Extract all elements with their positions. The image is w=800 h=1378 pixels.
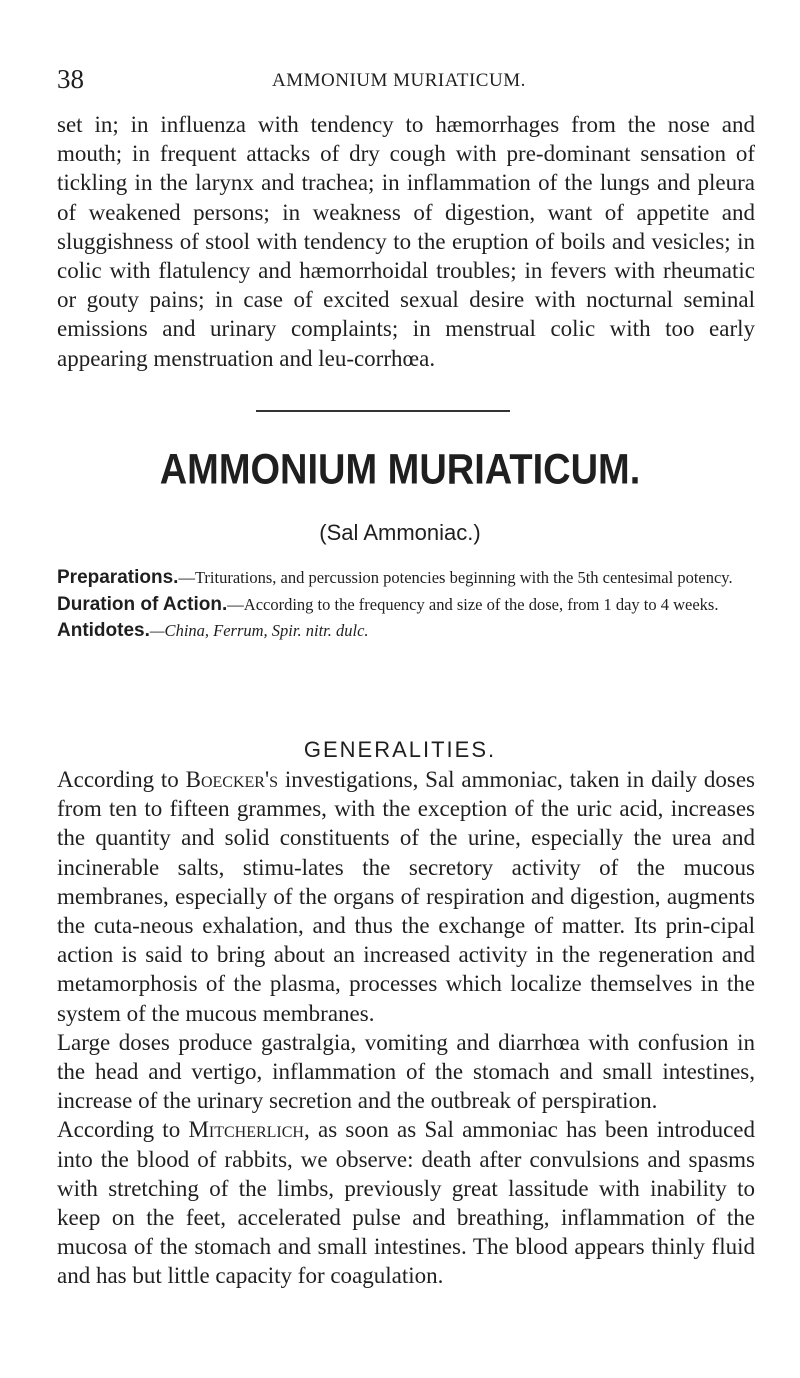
antidotes-label: Antidotes. — [57, 620, 150, 641]
remedy-notes — [57, 567, 755, 647]
section-divider — [256, 410, 510, 412]
running-head — [0, 64, 800, 94]
continuation-paragraph: set in; in influenza with tendency to hæmorrhages from the nose and mouth; in frequent attacks of dry cough with pre-dominant sensation of tickling in the larynx and trachea; in inflammation of the lungs and pleura of weakened persons; in weakness of digestion, want of appetite and sluggishness of stool with tendency to the eruption of boils and vesicles; in colic with flatulency and hæmorrhoidal troubles; in fevers with rheumatic or gouty pains; in case of excited sexual desire with nocturnal seminal emissions and urinary complaints; in menstrual colic with too early appearing menstruation and leu-corrhœa. — [57, 112, 755, 371]
preparations-text: —Triturations, and percussion potencies beginning with the 5th centesimal potency. — [178, 568, 733, 587]
p1-text: investigations, Sal ammoniac, taken in daily doses from ten to fifteen grammes, with the exception of the uric acid, increases the quantity and solid constituents of the urine, especially the urea and incinerable salts, stimu-lates the secretory activity of the mucous membranes, especially of the organs of respiration and digestion, augments the cuta-neous exhalation, and thus the exchange of matter. Its prin-cipal action is said to bring about an increased activity in the regeneration and metamorphosis of the plasma, processes which localize themselves in the system of the mucous membranes. — [57, 767, 755, 1026]
duration-label: Duration of Action. — [57, 593, 228, 615]
p1-author: Boecker's — [185, 767, 278, 792]
p1-lead: According to — [57, 767, 186, 792]
antidotes-note — [57, 620, 755, 643]
duration-note — [57, 594, 755, 617]
p3-lead: According to — [57, 1117, 189, 1143]
generalities-section — [57, 765, 755, 1291]
p3-text: as soon as Sal ammoniac has been introduced into the blood of rabbits, we observe: death after convulsions and spasms with stretching of the limbs, previously great lassitude with inability to keep on the feet, accelerated pulse and breathing, inflammation of the mucosa of the stomach and small intestines. The blood appears thinly fluid and has but little capacity for coagulation. — [57, 1117, 756, 1289]
section-subtitle: (Sal Ammoniac.) — [319, 520, 481, 545]
running-title: AMMONIUM MURIATICUM. — [272, 70, 526, 91]
antidotes-text: —China, Ferrum, Spir. nitr. dulc. — [149, 621, 369, 640]
generalities-paragraph-3 — [57, 1115, 755, 1290]
generalities-paragraph-2: Large doses produce gastralgia, vomiting and diarrhœa with confusion in the head and vertigo, inflammation of the stomach and small intestines, increase of the urinary secretion and the outbreak of perspiration. — [57, 1029, 755, 1114]
p3-author: Mitcherlich, — [188, 1117, 310, 1143]
page-number: 38 — [57, 64, 84, 94]
preparations-note — [57, 567, 755, 590]
duration-text: —According to the frequency and size of the dose, from 1 day to 4 weeks. — [227, 594, 719, 614]
preparations-label: Preparations. — [57, 567, 179, 588]
section-title: AMMONIUM MURIATICUM. — [159, 446, 641, 494]
generalities-heading: GENERALITIES. — [303, 737, 497, 762]
generalities-paragraph-1 — [57, 765, 755, 1028]
